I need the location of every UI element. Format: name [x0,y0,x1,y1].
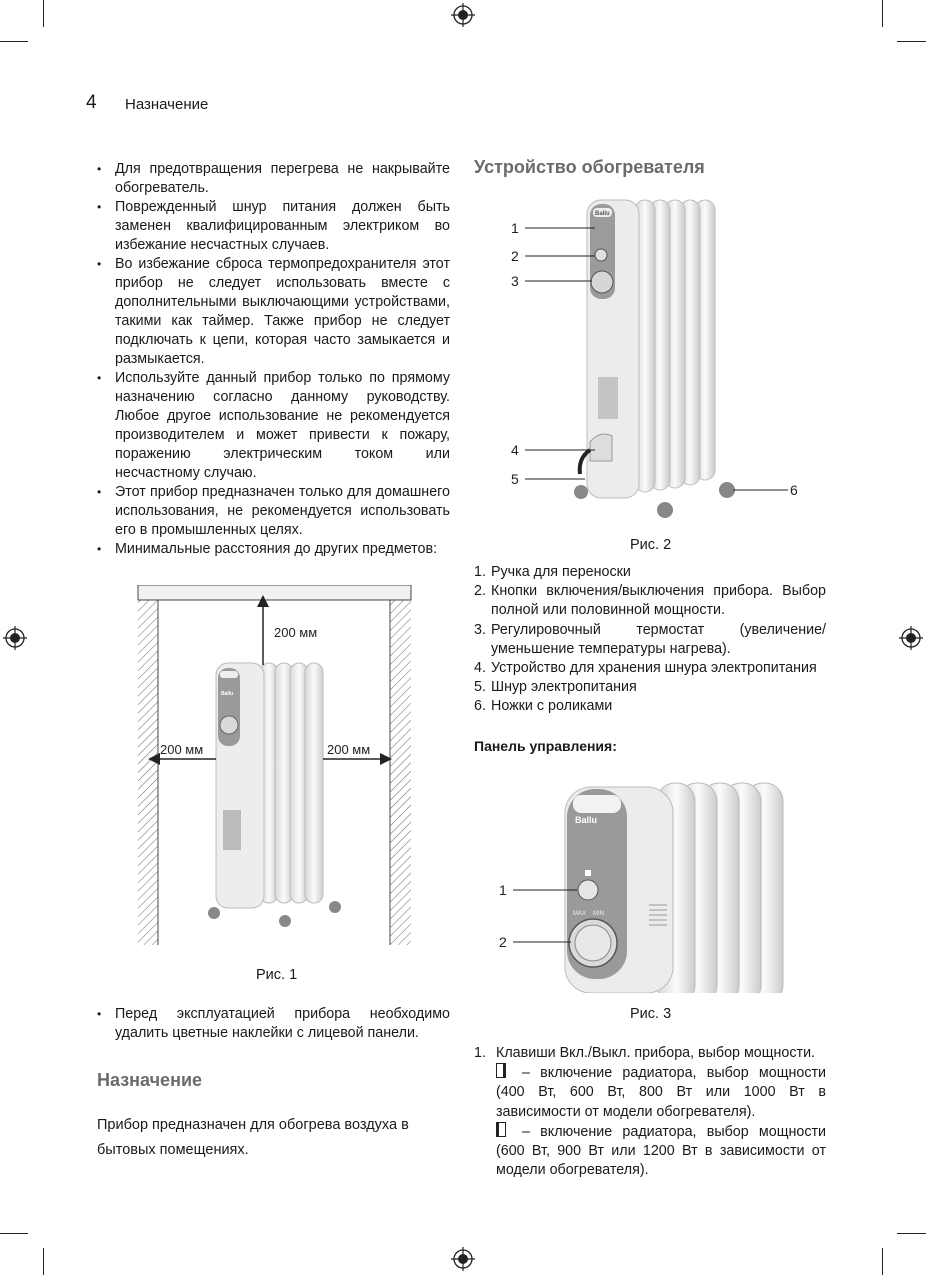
crop-mark [882,1248,883,1275]
wall-left [138,600,158,945]
list-item: • Перед эксплуатацией прибора необходимо удалить цветные наклейки с лицевой панели. [97,1005,450,1043]
power-key-full-icon [496,1122,506,1137]
figure-2-heater-parts [505,192,805,527]
wall-top [138,585,411,600]
list-item: 1. Ручка для переноски [474,564,631,580]
callout-4: 4 [511,442,519,458]
section-heading-purpose: Назначение [97,1070,203,1090]
figure-3-caption: Рис. 3 [630,1006,672,1022]
list-item: – включение радиатора, выбор мощности (600 Вт, 900 Вт или 1200 Вт в зависимости от модели обогревателя). [496,1123,826,1179]
list-item: 2. Кнопки включения/выключения прибора. Выбор полной или половинной мощности. [474,583,826,619]
distance-label-left: 200 мм [160,742,204,757]
heater-illustration [574,200,735,518]
crop-mark [43,0,44,27]
registration-mark-icon [451,1247,475,1271]
purpose-paragraph: Прибор предназначен для обогрева воздуха в бытовых помещениях. [97,1117,409,1158]
list-item: 6. Ножки с роликами [474,698,613,715]
registration-mark-icon [3,626,27,650]
callout-1: 1 [499,882,507,898]
parts-list [474,563,826,717]
safety-bullet-list [97,160,450,559]
figure-2-caption: Рис. 2 [630,537,672,553]
distance-label-right: 200 мм [327,742,371,757]
power-key-half-icon [496,1063,506,1078]
label-min: MIN [593,911,604,917]
list-item: • Используйте данный прибор только по прямому назначению согласно данному руководству. Любое другое использование не рекомендуется производителем и может привести к пожару, поражению электрическим током или несчастному случаю. [97,369,450,483]
wall-right [390,600,411,945]
list-item: • Поврежденный шнур питания должен быть заменен квалифицированным электриком во избежание несчастных случаев. [97,198,450,255]
callout-2: 2 [499,934,507,950]
brand-logo: Ballu [575,815,598,825]
crop-mark [0,41,28,42]
heater-illustration [565,783,783,993]
keys-title: Клавиши Вкл./Выкл. прибора, выбор мощности. [496,1045,816,1061]
callout-1: 1 [511,220,519,236]
list-item: 4. Устройство для хранения шнура электропитания [474,660,817,677]
list-item: • Этот прибор предназначен только для домашнего использования, не рекомендуется использовать его в промышленных целях. [97,483,450,540]
crop-mark [897,1233,926,1234]
list-number: 1. [474,1045,486,1061]
section-heading-device: Устройство обогревателя [474,157,705,177]
list-item: – включение радиатора, выбор мощности (400 Вт, 600 Вт, 800 Вт или 1000 Вт в зависимости от модели обогревателя). [496,1065,826,1120]
brand-logo: Ballu [221,691,234,697]
figure-1-caption: Рис. 1 [256,967,298,983]
callout-2: 2 [511,248,519,264]
registration-mark-icon [899,626,923,650]
callout-5: 5 [511,471,519,487]
crop-mark [882,0,883,27]
list-item: 5. Шнур электропитания [474,679,637,696]
callout-3: 3 [511,273,519,289]
figure-1-clearance-diagram [130,585,420,950]
registration-mark-icon [451,3,475,27]
label-max: MAX [573,911,587,917]
figure-3-control-panel [495,775,795,993]
list-item: • Минимальные расстояния до других предметов: [97,540,450,559]
list-item: 3. Регулировочный термостат (увеличение/уменьшение температуры нагрева). [474,621,826,657]
crop-mark [0,1233,28,1234]
callout-6: 6 [790,482,798,498]
crop-mark [43,1248,44,1275]
power-keys-description [474,1044,826,1180]
heater-illustration [208,663,341,927]
control-panel-heading: Панель управления: [474,738,617,754]
running-header: Назначение [125,96,209,113]
page-number: 4 [86,92,97,113]
crop-mark [897,41,926,42]
distance-label-top: 200 мм [274,625,318,640]
brand-logo: Ballu [595,211,610,217]
list-item: • Для предотвращения перегрева не накрывайте обогреватель. [97,160,450,198]
list-item: • Во избежание сброса термопредохранителя этот прибор не следует использовать вместе с дополнительными выключающими устройствами, такими как таймер. Также прибор не следует подключать к цепи, которая часто замыкается и размыкается. [97,255,450,369]
